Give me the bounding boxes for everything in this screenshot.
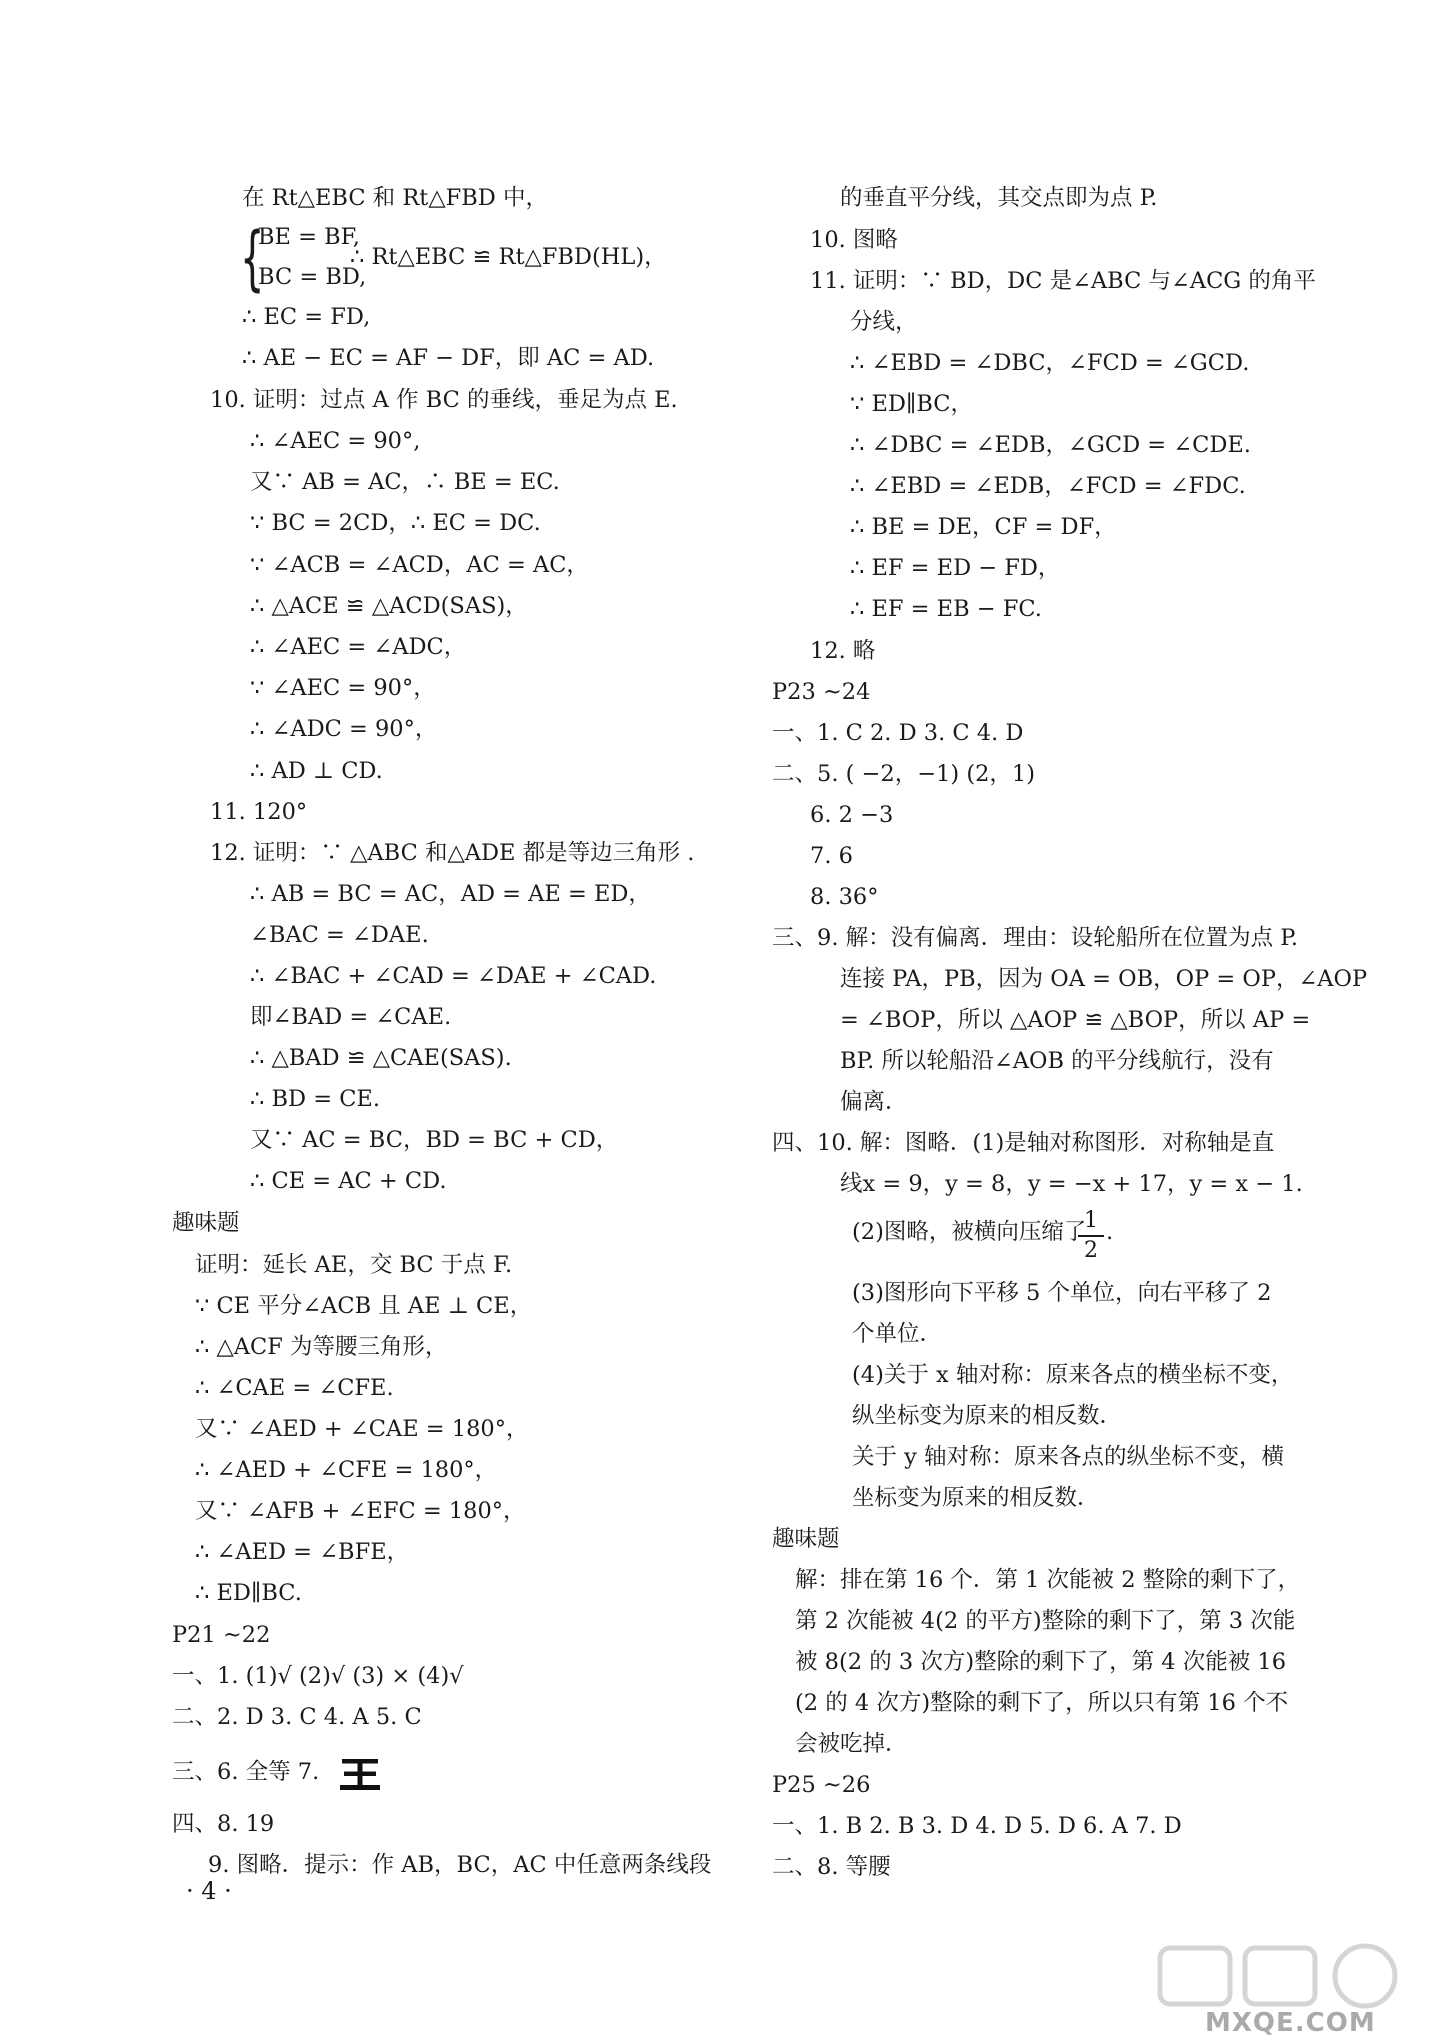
- answer-12-line: ∴ CE = AC + CD.: [250, 1168, 447, 1194]
- answer-10b-line: 纵坐标变为原来的相反数．: [852, 1403, 1123, 1429]
- answer-11-line: ∴ EF = EB − FC.: [850, 596, 1042, 622]
- answer-11-line: ∴ ∠DBC = ∠EDB，∠GCD = ∠CDE.: [850, 432, 1251, 458]
- fun-line: ∴ △ACF 为等腰三角形，: [195, 1334, 448, 1360]
- answer-12-line: 又∵ AC = BC，BD = BC + CD，: [250, 1127, 619, 1153]
- fun-line: ∴ ∠AED = ∠BFE，: [195, 1539, 410, 1565]
- p21-line: 一、1. (1)√ (2)√ (3) × (4)√: [172, 1663, 464, 1689]
- answer-9-line: 偏离．: [840, 1089, 908, 1115]
- right-line: 的垂直平分线，其交点即为点 P.: [840, 185, 1158, 211]
- answer-12-line: ∠BAC = ∠DAE.: [250, 922, 429, 948]
- answer-10b-line: 线x = 9，y = 8，y = −x + 17，y = x − 1.: [840, 1171, 1303, 1197]
- answer-12-line: ∴ △BAD ≌ △CAE(SAS).: [250, 1045, 512, 1071]
- answer-10-line: ∵ BC = 2CD，∴ EC = DC.: [250, 510, 541, 536]
- answer-10-line: ∴ △ACE ≌ △ACD(SAS)，: [250, 593, 528, 619]
- watermark-text: MXQE.COM: [1205, 2008, 1376, 2038]
- answer-10b-line: (2)图略，被横向压缩了: [852, 1219, 1087, 1245]
- answer-11-line: ∵ ED∥BC，: [850, 391, 973, 417]
- answer-11-line: 分线，: [850, 309, 918, 335]
- fun-line: ∴ ∠CAE = ∠CFE.: [195, 1375, 394, 1401]
- section-title-fun: 趣味题: [772, 1526, 840, 1552]
- answer-12-line: ∴ ∠BAC + ∠CAD = ∠DAE + ∠CAD.: [250, 963, 657, 989]
- answer-10-line: ∴ ∠AEC = 90°,: [250, 428, 421, 454]
- answer-11-line: ∴ BE = DE，CF = DF，: [850, 514, 1117, 540]
- answer-10b-line: (3)图形向下平移 5 个单位，向右平移了 2: [852, 1280, 1272, 1306]
- left-line: ∴ Rt△EBC ≌ Rt△FBD(HL)，: [350, 244, 667, 270]
- p21-line: 三、6. 全等 7.: [172, 1759, 320, 1785]
- fun-line: (2 的 4 次方)整除的剩下了，所以只有第 16 个不: [795, 1690, 1289, 1716]
- left-line: 在 Rt△EBC 和 Rt△FBD 中，: [242, 185, 548, 211]
- p21-line: 9. 图略．提示：作 AB，BC，AC 中任意两条线段: [208, 1852, 712, 1878]
- fun-line: ∵ CE 平分∠ACB 且 AE ⊥ CE，: [195, 1293, 533, 1319]
- p23-line: 8. 36°: [810, 884, 879, 910]
- p21-line: 二、2. D 3. C 4. A 5. C: [172, 1704, 422, 1730]
- fun-line: 第 2 次能被 4(2 的平方)整除的剩下了，第 3 次能: [795, 1608, 1296, 1634]
- left-line: ∴ EC = FD,: [242, 304, 371, 330]
- answer-12: 12. 略: [810, 638, 876, 664]
- fraction-one-half: [1078, 1208, 1104, 1264]
- page-number: · 4 ·: [186, 1877, 232, 1905]
- answer-9-line: = ∠BOP，所以 △AOP ≌ △BOP，所以 AP =: [840, 1007, 1311, 1033]
- fun-line: 证明：延长 AE，交 BC 于点 F.: [195, 1252, 513, 1278]
- left-line: BC = BD,: [258, 264, 367, 290]
- p23-line: 二、5. ( −2，−1) (2，1): [772, 761, 1036, 787]
- fun-line: 解：排在第 16 个．第 1 次能被 2 整除的剩下了，: [795, 1567, 1301, 1593]
- section-title-p25: P25 ~26: [772, 1772, 871, 1798]
- p23-line: 6. 2 −3: [810, 802, 894, 828]
- fraction-bar: [1078, 1235, 1104, 1237]
- answer-11-line: 11. 证明：∵ BD，DC 是∠ABC 与∠ACG 的角平: [810, 268, 1316, 294]
- fun-line: ∴ ED∥BC.: [195, 1580, 302, 1606]
- left-line: BE = BF,: [258, 224, 360, 250]
- answer-12-line: 即∠BAD = ∠CAE.: [250, 1004, 452, 1030]
- section-title-p23: P23 ~24: [772, 679, 871, 705]
- fun-line: 又∵ ∠AED + ∠CAE = 180°，: [195, 1416, 529, 1442]
- answer-12-line: ∴ AB = BC = AC，AD = AE = ED，: [250, 881, 651, 907]
- wang-character-icon: [340, 1756, 380, 1792]
- left-line: ∴ AE − EC = AF − DF，即 AC = AD.: [242, 345, 655, 371]
- section-title-fun: 趣味题: [172, 1210, 240, 1236]
- answer-10-line: 又∵ AB = AC，∴ BE = EC.: [250, 469, 560, 495]
- answer-10b-line: 个单位．: [852, 1321, 943, 1347]
- answer-10b-line: 关于 y 轴对称：原来各点的纵坐标不变，横: [852, 1444, 1285, 1470]
- answer-12-line: 12. 证明：∵ △ABC 和△ADE 都是等边三角形 .: [210, 840, 695, 866]
- answer-9-line: 三、9. 解：没有偏离．理由：设轮船所在位置为点 P.: [772, 925, 1299, 951]
- answer-10b-line: (4)关于 x 轴对称：原来各点的横坐标不变，: [852, 1362, 1294, 1388]
- fraction-suffix: .: [1106, 1219, 1114, 1245]
- answer-10-line: ∴ ∠ADC = 90°，: [250, 716, 438, 742]
- p25-line: 一、1. B 2. B 3. D 4. D 5. D 6. A 7. D: [772, 1813, 1182, 1839]
- fraction-numerator: 1: [1084, 1208, 1098, 1233]
- answer-11: 11. 120°: [210, 799, 308, 825]
- p25-line: 二、8. 等腰: [772, 1854, 891, 1880]
- answer-10b-line: 坐标变为原来的相反数．: [852, 1485, 1100, 1511]
- p21-line: 四、8. 19: [172, 1811, 275, 1837]
- answer-11-line: ∴ EF = ED − FD，: [850, 555, 1061, 581]
- right-line: 10. 图略: [810, 227, 898, 253]
- fun-line: ∴ ∠AED + ∠CFE = 180°，: [195, 1457, 498, 1483]
- answer-12-line: ∴ BD = CE.: [250, 1086, 380, 1112]
- fun-line: 会被吃掉．: [795, 1731, 908, 1757]
- fraction-denominator: 2: [1084, 1238, 1098, 1263]
- answer-10b-line: 四、10. 解：图略．(1)是轴对称图形．对称轴是直: [772, 1130, 1275, 1156]
- answer-9-line: 连接 PA，PB，因为 OA = OB，OP = OP，∠AOP: [840, 966, 1368, 992]
- answer-11-line: ∴ ∠EBD = ∠DBC，∠FCD = ∠GCD.: [850, 350, 1250, 376]
- answer-10-line: ∵ ∠AEC = 90°，: [250, 675, 436, 701]
- answer-10-line: 10. 证明：过点 A 作 BC 的垂线，垂足为点 E.: [210, 387, 678, 413]
- answer-11-line: ∴ ∠EBD = ∠EDB，∠FCD = ∠FDC.: [850, 473, 1246, 499]
- answer-10-line: ∵ ∠ACB = ∠ACD，AC = AC，: [250, 552, 589, 578]
- fun-line: 被 8(2 的 3 次方)整除的剩下了，第 4 次能被 16: [795, 1649, 1287, 1675]
- answer-10-line: ∴ ∠AEC = ∠ADC，: [250, 634, 467, 660]
- answer-10-line: ∴ AD ⊥ CD.: [250, 758, 383, 784]
- answer-9-line: BP. 所以轮船沿∠AOB 的平分线航行，没有: [840, 1048, 1274, 1074]
- fun-line: 又∵ ∠AFB + ∠EFC = 180°，: [195, 1498, 526, 1524]
- p23-line: 7. 6: [810, 843, 853, 869]
- section-title-p21: P21 ~22: [172, 1622, 271, 1648]
- p23-line: 一、1. C 2. D 3. C 4. D: [772, 720, 1024, 746]
